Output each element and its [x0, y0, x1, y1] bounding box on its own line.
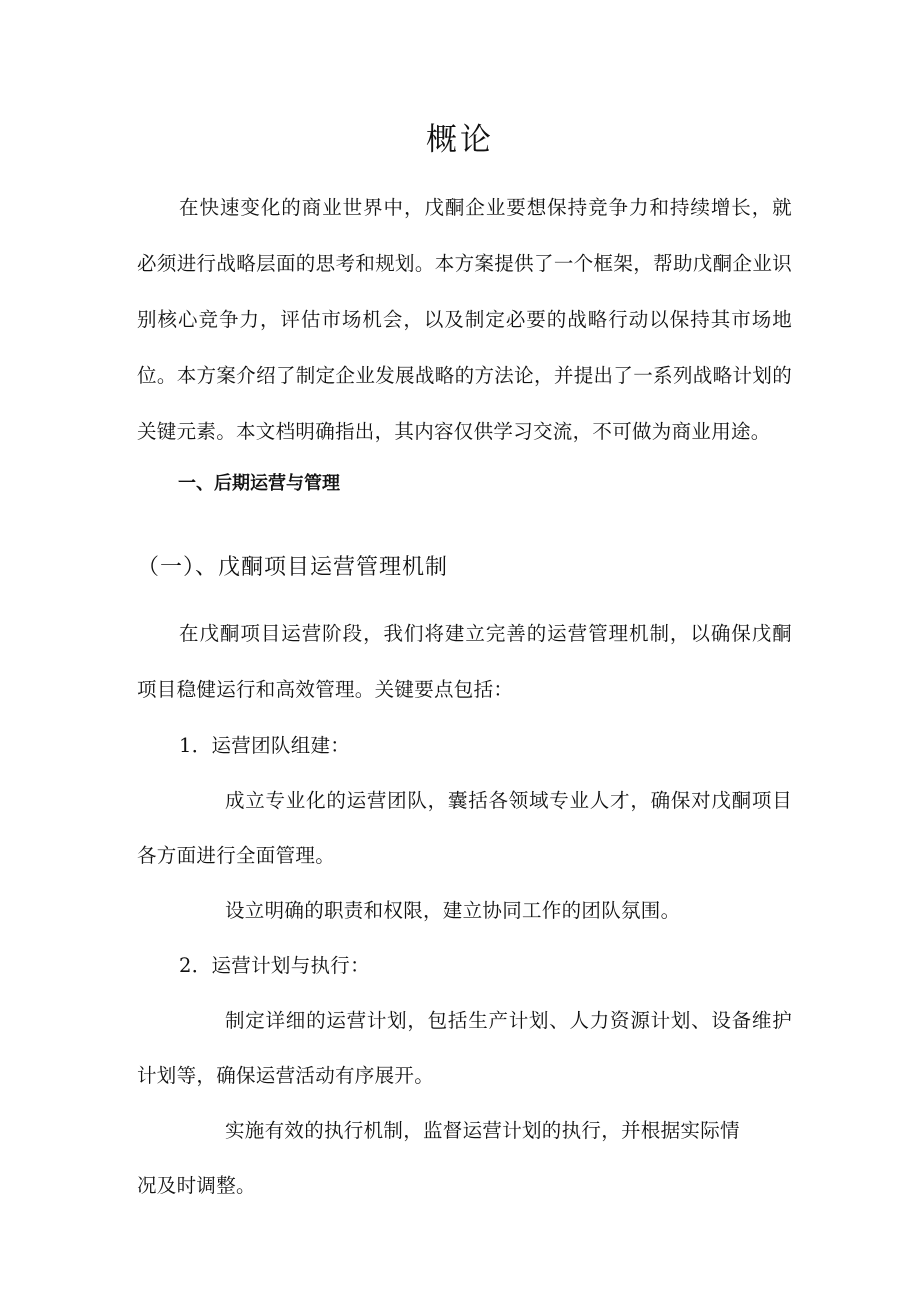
- subsection-heading: （一）、戊酮项目运营管理机制: [137, 555, 449, 580]
- section-heading: 一、后期运营与管理: [178, 473, 340, 494]
- list-item-paragraph-line: 况及时调整。: [137, 1174, 256, 1197]
- list-item-label: 1．运营团队组建：: [179, 734, 351, 757]
- list-item-label: 2．运营计划与执行：: [179, 954, 370, 977]
- subsection-body: [137, 606, 792, 1213]
- list-item-paragraph: 制定详细的运营计划，包括生产计划、人力资源计划、设备维护计划等，确保运营活动有序展开。: [137, 1009, 792, 1087]
- list-item-paragraph-line: 实施有效的执行机制，监督运营计划的执行，并根据实际情: [225, 1119, 740, 1142]
- intro-section: [137, 180, 792, 460]
- subsection-intro-paragraph: 在戊酮项目运营阶段，我们将建立完善的运营管理机制，以确保戊酮项目稳健运行和高效管理。关键要点包括：: [137, 622, 792, 701]
- intro-paragraph: 在快速变化的商业世界中，戊酮企业要想保持竞争力和持续增长，就必须进行战略层面的思考和规划。本方案提供了一个框架，帮助戊酮企业识别核心竞争力，评估市场机会，以及制定必要的战略行动以保持其市场地位。本方案介绍了制定企业发展战略的方法论，并提出了一系列战略计划的关键元素。本文档明确指出，其内容仅供学习交流，不可做为商业用途。: [137, 196, 792, 443]
- page-title: 概论: [426, 122, 494, 158]
- list-item-paragraph: 成立专业化的运营团队，囊括各领域专业人才，确保对戊酮项目各方面进行全面管理。: [137, 789, 792, 867]
- list-item-paragraph: 设立明确的职责和权限，建立协同工作的团队氛围。: [225, 899, 681, 922]
